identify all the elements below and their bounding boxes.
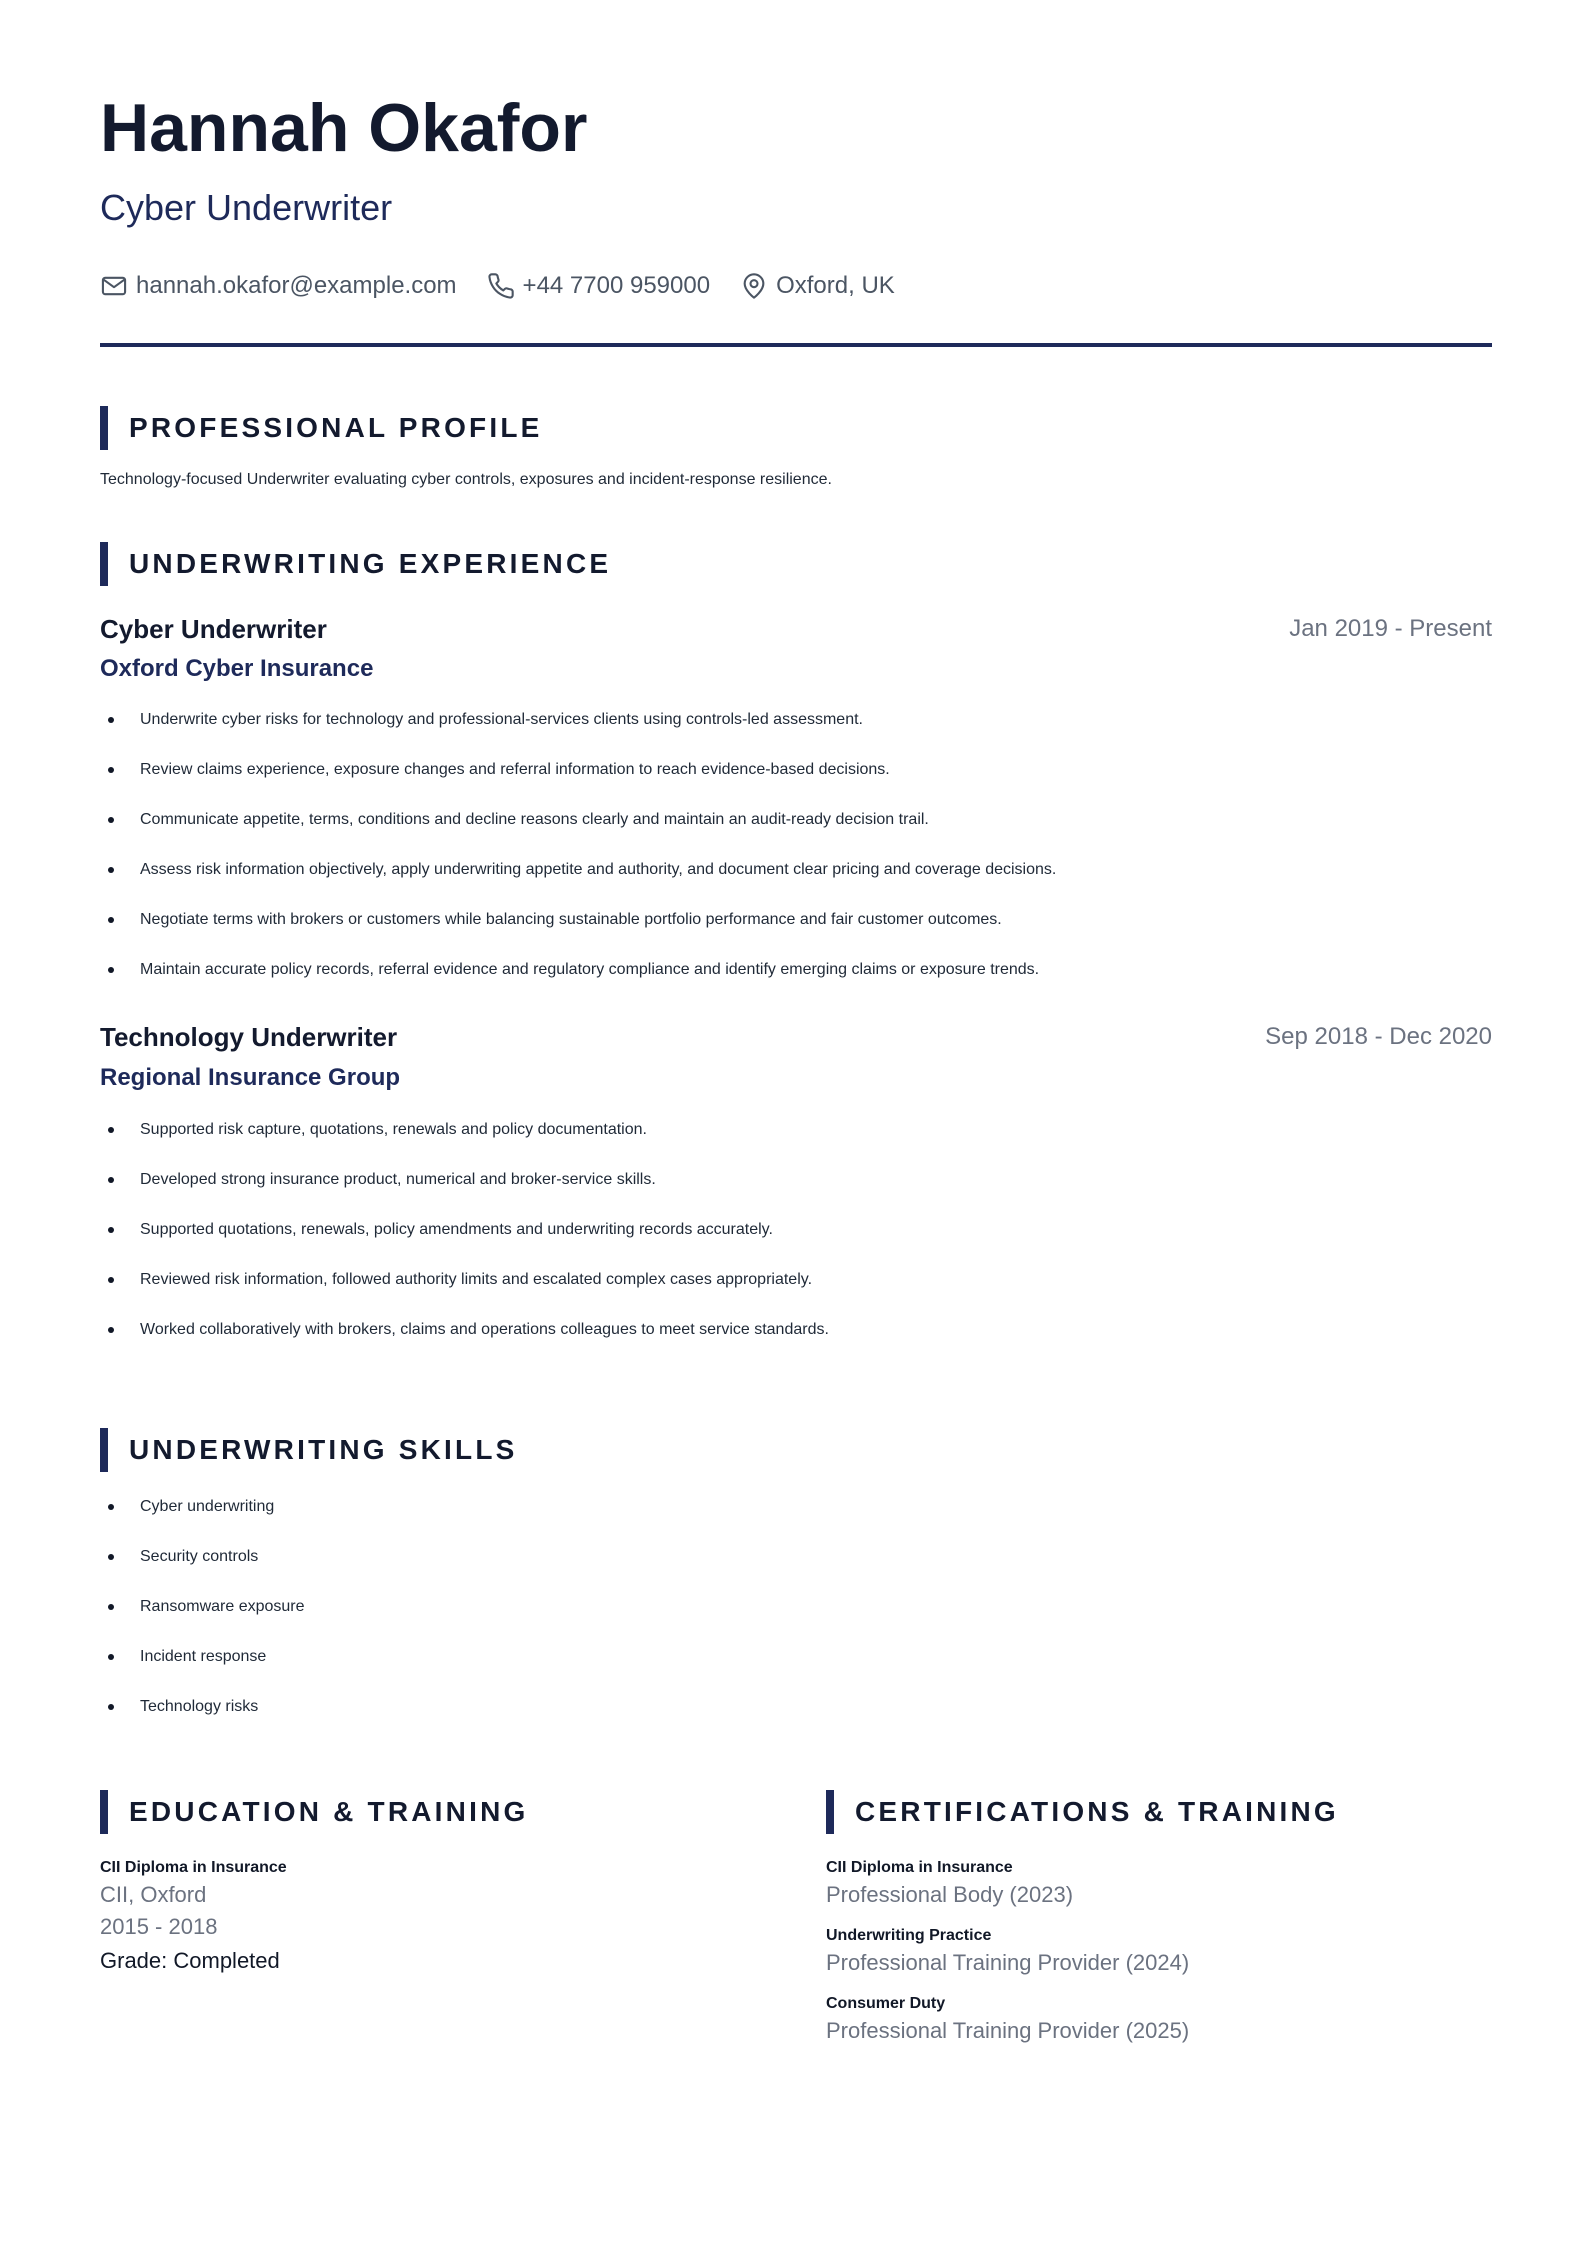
section-accent-bar [100,1790,108,1834]
job-title: Cyber Underwriter [100,614,327,644]
job-organization: Regional Insurance Group [100,1064,401,1091]
candidate-name: Hannah Okafor [100,90,588,166]
section-accent-bar [826,1790,834,1834]
section-title: EDUCATION & TRAINING [129,1796,529,1827]
job-dates: Sep 2018 - Dec 2020 [1265,1023,1492,1050]
list-item: Maintain accurate policy records, referral evidence and regulatory compliance and identify emerging claims or exposure trends. [100,958,1056,1008]
section-title: CERTIFICATIONS & TRAINING [855,1796,1339,1827]
certification-title: CII Diploma in Insurance [826,1859,1013,1876]
location-text: Oxford, UK [776,272,895,299]
section-accent-bar [100,406,108,450]
candidate-role: Cyber Underwriter [100,187,393,228]
certification-issuer: Professional Body (2023) [826,1882,1074,1907]
job-bullets [100,1118,829,1368]
list-item: Assess risk information objectively, apply underwriting appetite and authority, and document clear pricing and coverage decisions. [100,858,1056,908]
section-profile-heading [100,406,543,450]
section-accent-bar [100,1428,108,1472]
skill-item: Cyber underwriting [100,1495,305,1545]
skill-item: Ransomware exposure [100,1595,305,1645]
certification-title: Consumer Duty [826,1995,946,2012]
list-item: Underwrite cyber risks for technology and professional-services clients using controls-led assessment. [100,708,1056,758]
section-title: UNDERWRITING SKILLS [129,1434,518,1465]
certification-entry [826,1925,1189,1979]
certifications-list [826,1857,1189,2061]
phone-icon [487,272,515,300]
job-title: Technology Underwriter [100,1022,398,1052]
profile-summary: Technology-focused Underwriter evaluating cyber controls, exposures and incident-response resilience. [100,471,832,488]
skill-item: Security controls [100,1545,305,1595]
header-divider [100,343,1492,347]
section-education-heading [100,1790,528,1834]
section-title: PROFESSIONAL PROFILE [129,412,543,443]
mail-icon [100,272,128,300]
education-institution: CII, Oxford [100,1882,207,1907]
contact-location [740,272,895,300]
list-item: Developed strong insurance product, numerical and broker-service skills. [100,1168,829,1218]
certification-entry [826,1993,1189,2047]
list-item: Supported quotations, renewals, policy amendments and underwriting records accurately. [100,1218,829,1268]
contact-bar [100,268,925,304]
list-item: Communicate appetite, terms, conditions and decline reasons clearly and maintain an audit-ready decision trail. [100,808,1056,858]
certification-entry [826,1857,1189,1911]
section-experience-heading [100,542,611,586]
list-item: Reviewed risk information, followed authority limits and escalated complex cases appropriately. [100,1268,829,1318]
list-item: Review claims experience, exposure changes and referral information to reach evidence-based decisions. [100,758,1056,808]
job-organization: Oxford Cyber Insurance [100,655,374,682]
list-item: Negotiate terms with brokers or customers while balancing sustainable portfolio performance and fair customer outcomes. [100,908,1056,958]
certification-issuer: Professional Training Provider (2025) [826,2018,1190,2043]
skill-item: Technology risks [100,1695,305,1745]
job-bullets [100,708,1056,1008]
section-accent-bar [100,542,108,586]
skills-list [100,1495,305,1745]
skill-item: Incident response [100,1645,305,1695]
education-qualification: CII Diploma in Insurance [100,1859,287,1876]
certification-title: Underwriting Practice [826,1927,992,1944]
section-certifications-heading [826,1790,1339,1834]
contact-phone[interactable] [487,272,711,300]
resume-page [100,0,1492,2246]
email-text: hannah.okafor@example.com [136,272,457,299]
list-item: Supported risk capture, quotations, renewals and policy documentation. [100,1118,829,1168]
section-title: UNDERWRITING EXPERIENCE [129,548,612,579]
phone-text: +44 7700 959000 [522,272,711,299]
education-grade: Grade: Completed [100,1948,280,1973]
section-skills-heading [100,1428,518,1472]
education-entry [100,1857,287,1979]
location-pin-icon [740,272,768,300]
education-dates: 2015 - 2018 [100,1914,218,1939]
contact-email[interactable] [100,272,457,300]
list-item: Worked collaboratively with brokers, claims and operations colleagues to meet service standards. [100,1318,829,1368]
job-dates: Jan 2019 - Present [1289,615,1492,642]
certification-issuer: Professional Training Provider (2024) [826,1950,1190,1975]
